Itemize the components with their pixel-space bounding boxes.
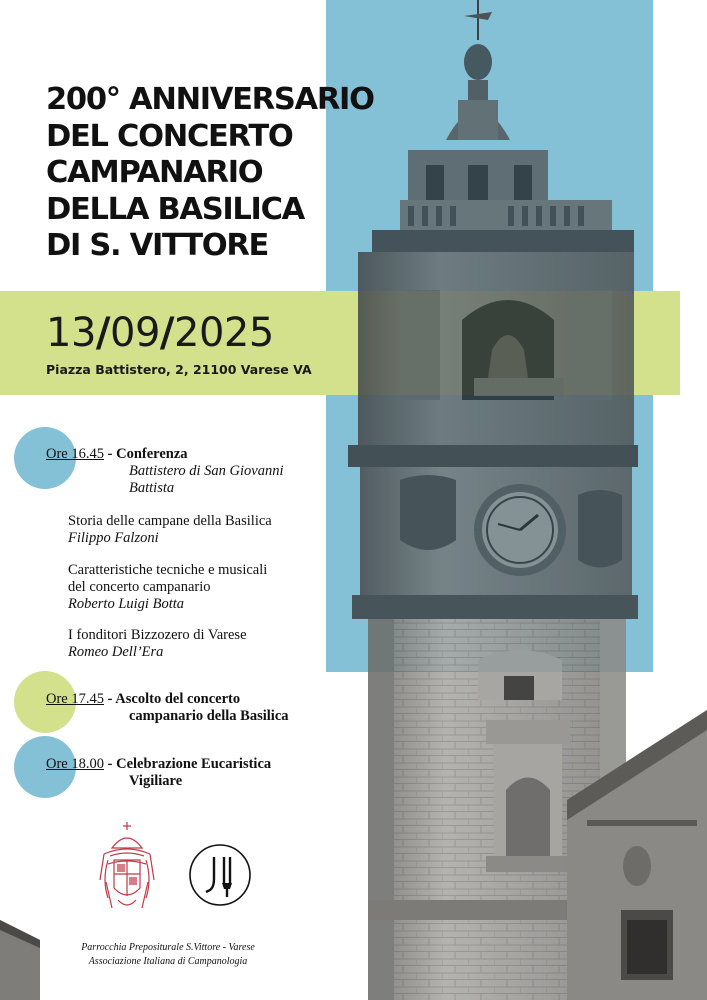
event-location: Piazza Battistero, 2, 21100 Varese VA (46, 362, 312, 377)
program-item-conference (46, 446, 188, 463)
talk-title: del concerto campanario (68, 579, 211, 595)
title-line: DELLA BASILICA (46, 191, 304, 227)
program-title: campanario della Basilica (129, 708, 289, 724)
date-day: 13 (46, 310, 96, 356)
program-venue: Battista (129, 480, 175, 496)
program-time: Ore 16.45 (46, 446, 104, 462)
talk-speaker: Roberto Luigi Botta (68, 596, 184, 612)
campanology-emblem-icon (188, 843, 252, 907)
program-item-mass (46, 756, 271, 773)
footer-parish: Parrocchia Prepositurale S.Vittore - Varese (81, 942, 255, 953)
title-line: 200° ANNIVERSARIO (46, 82, 374, 117)
program-dash: - (104, 446, 117, 462)
program-title: Celebrazione Eucaristica (116, 756, 272, 772)
date-separator: / (95, 310, 111, 356)
left-building-fragment (0, 910, 40, 1000)
title-line: CAMPANARIO (46, 155, 263, 190)
poster-title (46, 82, 446, 265)
talk-title: Caratteristiche tecniche e musicali (68, 562, 268, 578)
program-title: Conferenza (116, 446, 188, 462)
date-separator: / (159, 310, 175, 356)
program-item-concert (46, 691, 240, 708)
program-time: Ore 17.45 (46, 691, 104, 707)
program-venue: Battistero di San Giovanni (129, 463, 284, 479)
talk-speaker: Filippo Falzoni (68, 530, 159, 546)
program-title: Ascolto del concerto (115, 691, 241, 707)
program-dash: - (104, 756, 117, 772)
program-title: Vigiliare (129, 773, 183, 789)
program-time: Ore 18.00 (46, 756, 104, 772)
talk-title: Storia delle campane della Basilica (68, 513, 272, 529)
program-dash: - (104, 691, 116, 707)
footer-association: Associazione Italiana di Campanologia (88, 956, 248, 967)
parish-coat-of-arms-icon (98, 820, 156, 916)
talk-title: I fonditori Bizzozero di Varese (68, 627, 247, 643)
talk-speaker: Romeo Dell’Era (68, 644, 164, 660)
title-line: DI S. VITTORE (46, 228, 269, 263)
date-month: 09 (110, 310, 160, 356)
event-date (46, 310, 274, 356)
neighbouring-building-image (567, 670, 707, 1000)
title-line: DEL CONCERTO (46, 118, 293, 154)
date-year: 2025 (174, 310, 274, 356)
